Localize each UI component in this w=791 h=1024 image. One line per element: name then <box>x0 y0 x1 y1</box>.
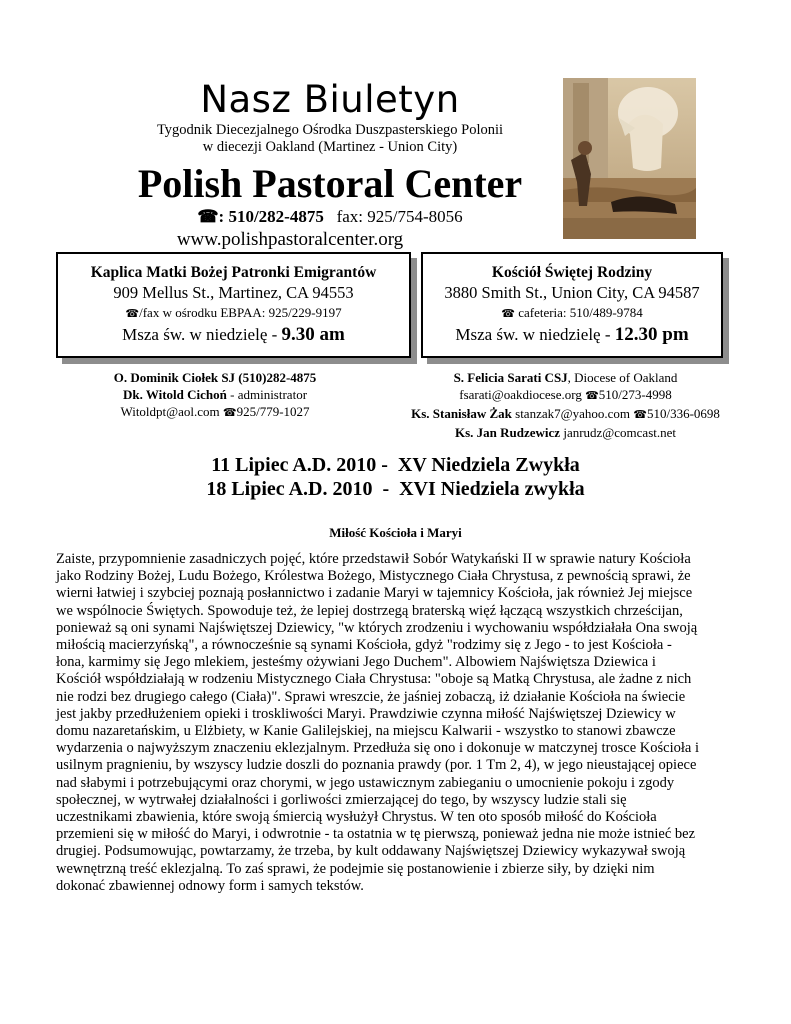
telephone-icon: ☎ <box>125 308 140 320</box>
email-link[interactable]: fsarati@oakdiocese.org <box>459 387 586 402</box>
center-name: Polish Pastoral Center <box>137 161 523 206</box>
mass-time: Msza św. w niedzielę - 9.30 am <box>122 324 345 345</box>
masthead-title: Nasz Biuletyn <box>200 78 460 121</box>
article-line: przemieni się w miłość do Maryi, i odwrotnie - ta ostatnia w tę pierwszą, ponieważ jedna nie może istnieć bez <box>56 826 695 843</box>
religious-illustration <box>563 78 696 239</box>
article-line: nad słabymi i potrzebującymi oraz chorymi, w jego ustawicznym zabieganiu o umocnienie pokoju i zgody <box>56 774 675 791</box>
chapel-title: Kaplica Matki Bożej Patronki Emigrantów <box>90 264 377 281</box>
telephone-icon: ☎ <box>197 207 219 226</box>
article-line: usilnym pragnieniu, by wszyscy ludzie doszli do poznania prawdy (por. 1 Tm 2, 4), w jego nieustającej opiece <box>56 757 697 774</box>
clergy-contacts-right <box>388 369 743 441</box>
contact-line <box>0 207 660 227</box>
article-line: wewnętrzną treść eklezjalną. To zaś sprawi, że podejmie się postanowienie i zbierze siły, by dzięki nim <box>56 860 655 877</box>
chapel-box-martinez <box>56 252 411 358</box>
subtitle-line-1: Tygodnik Diecezjalnego Ośrodka Duszpasterskiego Polonii <box>156 122 504 138</box>
liturgical-dates <box>0 453 791 501</box>
clergy-line: S. Felicia Sarati CSJ, Diocese of Oakland <box>453 370 678 385</box>
main-phone: : 510/282-4875 <box>218 207 324 226</box>
article-line: jako Rodziny Bożej, Ludu Bożego, Królestwa Bożego, Mistycznego Ciała Chrystusa, z pewnością sprawi, że <box>56 568 691 585</box>
date-line: 18 Lipiec A.D. 2010 - XVI Niedziela zwykła <box>206 478 585 500</box>
fax-number: fax: 925/754-8056 <box>336 207 463 226</box>
church-address: 3880 Smith St., Union City, CA 94587 <box>444 283 700 302</box>
date-line: 11 Lipiec A.D. 2010 - XV Niedziela Zwykła <box>211 454 580 476</box>
article-line: dokonać zbawiennej odnowy form i samych tekstów. <box>56 877 364 894</box>
article-line: drugiej. Podsumowując, powtarzamy, że trzeba, by kult oddawany Najświętszej Dziewicy wykazywał swoją <box>56 843 686 860</box>
article-line: społecznej, w wytrwałej działalności i gorliwości zmierzającej do tego, by wszyscy ludzie stali się <box>56 791 627 808</box>
article-line: jest jakby przedłużeniem opieki i troskliwości Maryi. Prawdziwie czynna miłość Najświętszej Dziewicy w <box>56 705 676 722</box>
email-link[interactable]: Witoldpt@aol.com <box>120 404 223 419</box>
website-link[interactable]: www.polishpastoralcenter.org <box>176 229 404 250</box>
article-line: ponieważ są oni synami Najświętszej Dziewicy, "w których zrodzeniu i wychowaniu współdziałała Ona swoją <box>56 619 698 636</box>
church-title: Kościół Świętej Rodziny <box>491 264 653 281</box>
article-line: nie rodzi bez drugiego całego (Ciała)". Sprawi wreszcie, że jaśniej zobaczą, iż działanie Kościoła na świecie <box>56 688 686 705</box>
article-line: łona, karmimy się Jego mlekiem, jesteśmy ożywiani Jego Duchem". Albowiem Najświętsza Dziewica i <box>56 654 656 671</box>
article-line: domu nazaretańskim, u Elżbiety, w Kanie Galilejskiej, na miejscu Kalwarii - wszystko to stanowi zbawcze <box>56 723 676 740</box>
chapel-phone: ☎/fax w ośrodku EBPAA: 925/229-9197 <box>125 305 342 320</box>
article-line: uczestnikami zbawienia, które swoją śmiercią wysłużył Chrystus. W ten oto sposób miłość do Kościoła <box>56 809 657 826</box>
clergy-line: O. Dominik Ciołek SJ (510)282-4875 <box>113 370 317 385</box>
clergy-line: Ks. Jan Rudzewicz janrudz@comcast.net <box>454 425 677 440</box>
church-box-union-city <box>421 252 723 358</box>
article-line: wydarzenia o najwyższym znaczeniu eklezjalnym. Przedłuża się ono i dokonuje w matczynej trosce Kościoła i <box>56 740 699 757</box>
clergy-line: Dk. Witold Cichoń - administrator <box>122 387 308 402</box>
telephone-icon: ☎ <box>501 308 515 320</box>
email-link[interactable]: stanzak7@yahoo.com <box>511 406 634 421</box>
telephone-icon: ☎ <box>633 409 647 421</box>
article-line: we wspólnocie Świętych. Spowoduje też, że lepiej dostrzegą braterską więź łączącą wszystkich chrześcijan, <box>56 602 683 619</box>
article-line: wierni łatwiej i szybciej poznają posłannictwo i zadanie Maryi w tajemnicy Kościoła, jak również Jej miejsce <box>56 585 693 602</box>
article-line: miłością macierzyńską", a równocześnie są synami Kościoła, gdyż "rodzimy się z Jego - to jest Kościoła - <box>56 637 672 654</box>
clergy-line: fsarati@oakdiocese.org ☎510/273-4998 <box>459 387 672 402</box>
clergy-contacts-left <box>60 369 370 422</box>
chapel-address: 909 Mellus St., Martinez, CA 94553 <box>113 283 354 302</box>
article-body <box>56 551 746 895</box>
article-title: Miłość Kościoła i Maryi <box>329 525 462 540</box>
email-link[interactable]: janrudz@comcast.net <box>560 425 677 440</box>
church-phone: ☎ cafeteria: 510/489-9784 <box>501 305 643 320</box>
mass-time: Msza św. w niedzielę - 12.30 pm <box>455 324 689 345</box>
clergy-line: Witoldpt@aol.com ☎925/779-1027 <box>120 404 310 419</box>
article-line: Kościół współdziałają w rodzeniu Mistycznego Ciała Chrystusa: "oboje są Matką Chrystusa, ale żadne z nich <box>56 671 692 688</box>
article-line: Zaiste, przypomnienie zasadniczych pojęć, które przedstawił Sobór Watykański II w sprawie natury Kościoła <box>56 551 691 567</box>
telephone-icon: ☎ <box>585 390 599 402</box>
clergy-line: Ks. Stanisław Żak stanzak7@yahoo.com ☎510/336-0698 <box>411 406 720 421</box>
telephone-icon: ☎ <box>222 407 237 419</box>
subtitle-line-2: w diecezji Oakland (Martinez - Union City) <box>202 139 458 155</box>
